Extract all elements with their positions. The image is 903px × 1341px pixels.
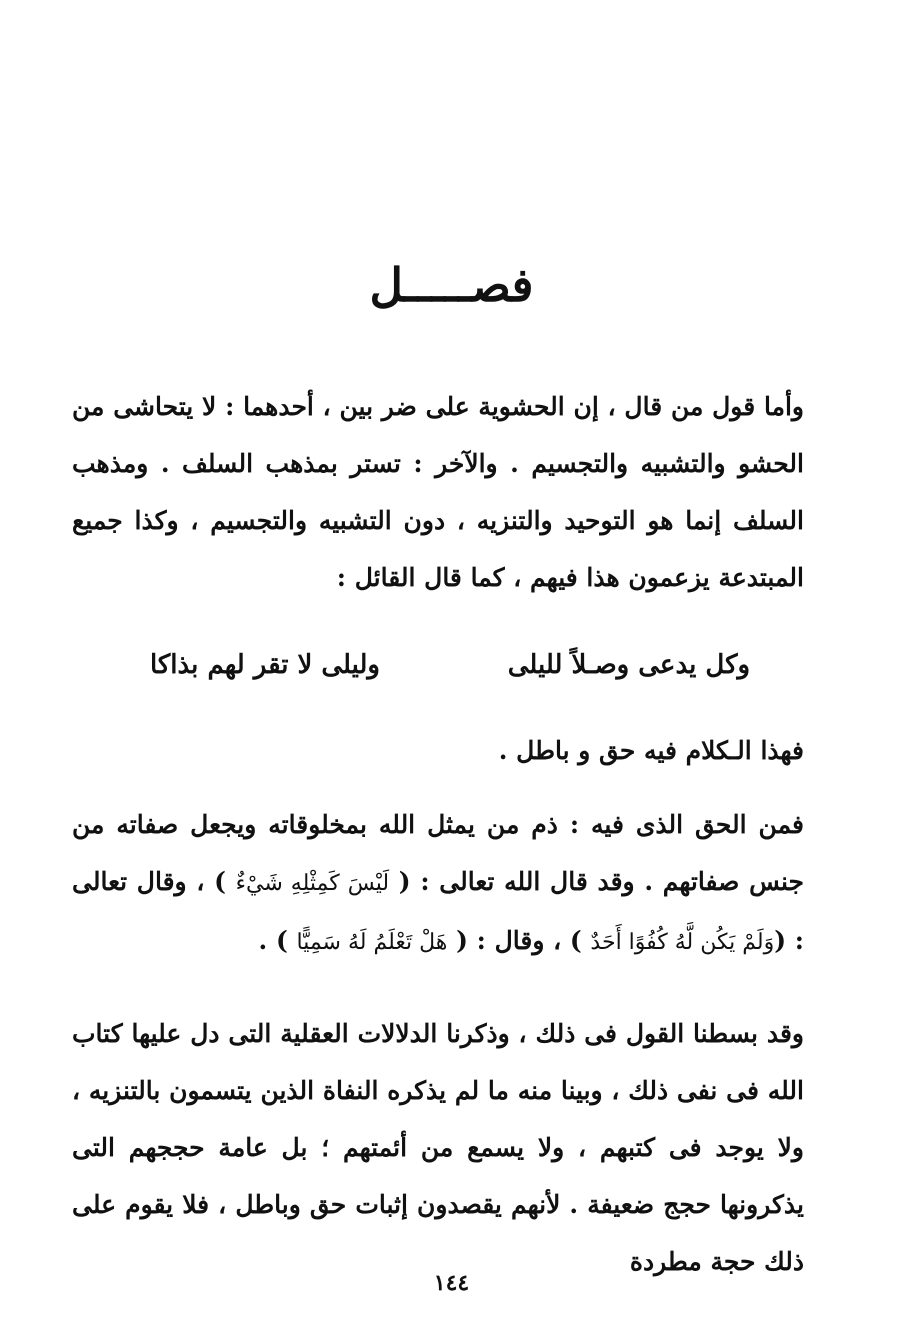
paragraph-3-text-1: فمن الحق الذى فيه : ذم من يمثل الله بمخلوقاته ويجعل صفاته من جنس صفاتهم . وقد قال الله تعالى : (	[72, 810, 804, 896]
paragraph-4: وقد بسطنا القول فى ذلك ، وذكرنا الدلالات العقلية التى دل عليها كتاب الله فى نفى ذلك ، وبينا منه ما لم يذكره النفاة الذين يتسمون بالتنزيه ، ولا يوجد فى كتبهم ، ولا يسمع من أئمتهم ؛ بل عامة حججهم التى يذكرونها حجج ضعيفة . لأنهم يقصدون إثبات حق وباطل ، فلا يقوم على ذلك حجة مطردة	[72, 1019, 804, 1276]
poetry-verse	[150, 640, 750, 700]
quran-verse-1: لَيْسَ كَمِثْلِهِ شَيْءٌ	[235, 871, 390, 896]
paragraph-1: وأما قول من قال ، إن الحشوية على ضر بين ، أحدهما : لا يتحاشى من الحشو والتشبيه والتجسيم . والآخر : تستر بمذهب السلف . ومذهب السلف إنما هو التوحيد والتنزيه ، دون التشبيه والتجسيم ، وكذا جميع المبتدعة يزعمون هذا فيهم ، كما قال القائل :	[72, 392, 804, 592]
chapter-title-text: فصـــــل	[369, 258, 534, 312]
paragraph-3	[72, 796, 804, 971]
verse-hemistich-2: وليلى لا تقر لهم بذاكا	[150, 650, 380, 680]
paragraph-3-text-3: ) ، وقال : (	[456, 926, 582, 955]
quran-verse-2: وَلَمْ يَكُن لَّهُ كُفُوًا أَحَدٌ	[590, 930, 775, 955]
paragraph-2: فهذا الـكلام فيه حق و باطل .	[498, 736, 804, 765]
chapter-title	[0, 258, 903, 312]
page-number: ١٤٤	[433, 1270, 470, 1296]
quran-verse-3: هَلْ تَعْلَمُ لَهُ سَمِيًّا	[296, 930, 448, 955]
paragraph-3-text-4: ) .	[258, 926, 288, 955]
paragraph-3-text-2: ) ، وقال تعالى : (	[72, 867, 804, 955]
verse-hemistich-1: وكل يدعى وصـلاً لليلى	[507, 650, 750, 680]
